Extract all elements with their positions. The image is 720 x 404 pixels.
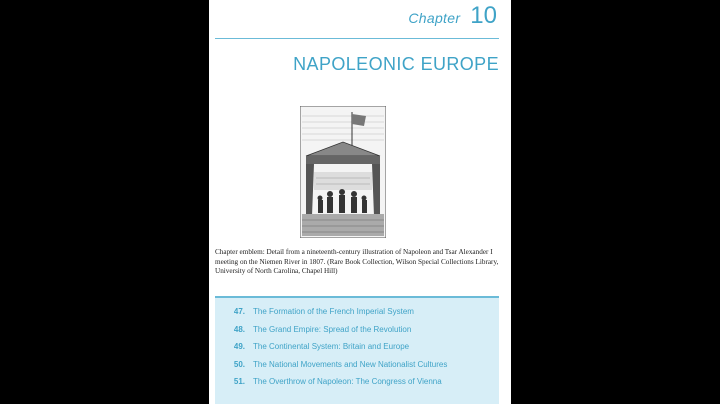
chapter-title: NAPOLEONIC EUROPE (293, 54, 499, 74)
toc-item-title: The Grand Empire: Spread of the Revolution (253, 324, 412, 334)
emblem-caption: Chapter emblem: Detail from a nineteenth-century illustration of Napoleon and Tsar Alexander I meeting on the Niemen River in 1807. (Rare Book Collection, Wilson Special Collections Library, University of North Carolina, Chapel Hill) (215, 248, 499, 276)
toc-item-number: 48. (233, 324, 245, 334)
toc-item-number: 50. (233, 359, 245, 369)
toc-item-title: The Continental System: Britain and Europe (253, 342, 410, 351)
toc-item[interactable] (215, 377, 499, 395)
book-page (209, 0, 511, 404)
chapter-emblem-illustration (300, 106, 386, 238)
toc-item[interactable] (215, 307, 499, 325)
toc-item-title: The Formation of the French Imperial System (253, 307, 414, 316)
toc-item[interactable] (215, 360, 499, 378)
chapter-number: 10 (470, 2, 497, 29)
chapter-heading (408, 2, 497, 30)
toc-item[interactable] (215, 342, 499, 360)
toc-item-number: 49. (233, 342, 245, 351)
toc-item[interactable] (215, 325, 499, 343)
toc-item-title: The Overthrow of Napoleon: The Congress of Vienna (253, 377, 442, 386)
toc-item-number: 47. (233, 307, 245, 316)
toc-item-title: The National Movements and New Nationalist Cultures (253, 359, 448, 369)
chapter-contents (215, 296, 499, 404)
chapter-word: Chapter (408, 10, 461, 26)
header-rule (215, 38, 499, 39)
toc-item-number: 51. (233, 377, 245, 386)
